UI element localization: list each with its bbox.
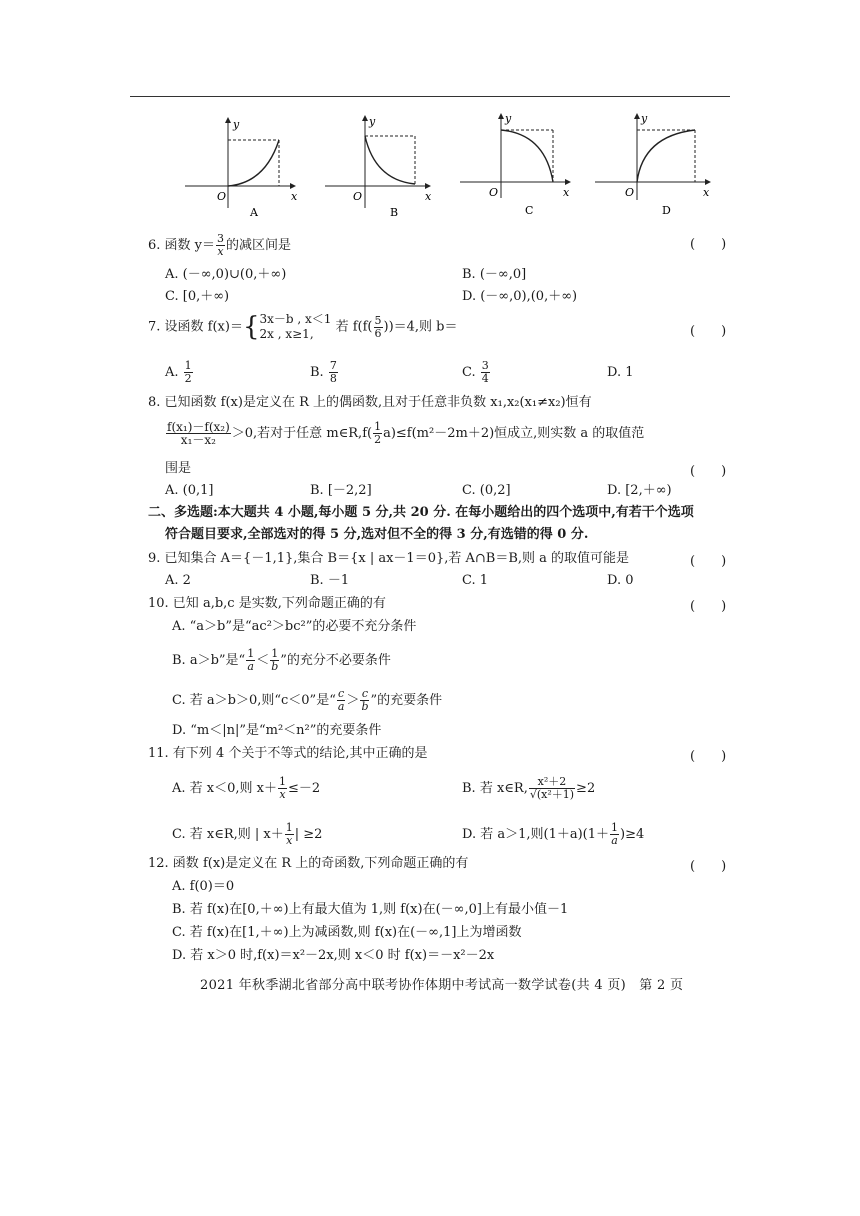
- q9-option-a: A. 2: [165, 573, 191, 588]
- graph-b: [325, 115, 432, 218]
- q10-option-a: A. “a＞b”是“ac²＞bc²”的必要不充分条件: [172, 619, 417, 634]
- q12-answer-paren: ( ): [690, 859, 727, 874]
- q7-option-a: A. $\frac{1}{2}$: [165, 359, 192, 385]
- graph-d-x-label: x: [703, 186, 710, 199]
- graph-a: [185, 118, 298, 218]
- q7-answer-paren: ( ): [690, 324, 727, 339]
- q12-option-b: B. 若 f(x)在[0,＋∞)上有最大值为 1,则 f(x)在(－∞,0]上有最小值－1: [172, 902, 569, 917]
- q6-fraction: $\frac{3}{x}$: [217, 232, 225, 258]
- q9-answer-paren: ( ): [690, 554, 727, 569]
- q8-option-a: A. (0,1]: [165, 483, 214, 498]
- q6-option-a: A. (－∞,0)∪(0,＋∞): [165, 267, 287, 282]
- q6-stem-post: 的减区间是: [226, 238, 292, 253]
- graph-a-label: A: [250, 206, 258, 218]
- header-rule: [130, 96, 730, 97]
- q7-option-d: D. 1: [607, 365, 634, 380]
- graph-b-x-label: x: [425, 190, 432, 203]
- q11-answer-paren: ( ): [690, 749, 727, 764]
- graph-d-y-label: y: [641, 112, 648, 125]
- q6-stem-pre: 6. 函数 y＝: [148, 238, 216, 253]
- q6-option-d: D. (－∞,0),(0,＋∞): [462, 289, 578, 304]
- graph-a-origin: O: [217, 190, 227, 203]
- q11-option-a: A. 若 x＜0,则 x＋ $\frac{1}{x}$ ≤－2: [172, 775, 321, 801]
- q11-option-c: C. 若 x∈R,则 | x＋ $\frac{1}{x}$ | ≥2: [172, 821, 323, 847]
- section-2-line1: 二、多选题:本大题共 4 小题,每小题 5 分,共 20 分. 在每小题给出的四个选项中,有若干个选项: [148, 505, 694, 520]
- q7-stem: 7. 设函数 f(x)＝{ 3x－b , x＜1 2x , x≥1, 若 f(f( $\frac{5}{6}$ ))＝4,则 b＝: [148, 312, 458, 342]
- q9-option-b: B. －1: [310, 573, 350, 588]
- q8-line3: 围是: [165, 461, 192, 476]
- q6-stem: [148, 233, 291, 258]
- q6-option-b: B. (－∞,0]: [462, 267, 527, 282]
- q8-option-d: D. [2,＋∞): [607, 483, 672, 498]
- q10-answer-paren: ( ): [690, 599, 727, 614]
- q12-option-d: D. 若 x＞0 时,f(x)＝x²－2x,则 x＜0 时 f(x)＝－x²－2x: [172, 948, 495, 963]
- graph-b-y-label: y: [369, 115, 376, 128]
- q10-option-b: B. a＞b”是“ $\frac{1}{a}$ ＜ $\frac{1}{b}$ ”的充分不必要条件: [172, 647, 391, 673]
- q6-answer-paren: ( ): [690, 237, 727, 252]
- graph-d: [595, 112, 710, 217]
- q7-option-c: C. $\frac{3}{4}$: [462, 359, 489, 385]
- q10-stem: 10. 已知 a,b,c 是实数,下列命题正确的有: [148, 596, 386, 611]
- q12-option-a: A. f(0)＝0: [172, 879, 235, 894]
- graph-d-origin: O: [625, 186, 635, 199]
- q12-stem: 12. 函数 f(x)是定义在 R 上的奇函数,下列命题正确的有: [148, 856, 469, 871]
- graph-d-label: D: [662, 204, 671, 217]
- q11-option-b: B. 若 x∈R, $\frac{\text{x²＋2}}{\text{√(x²＋1)}}$ ≥2: [462, 775, 596, 801]
- q11-stem: 11. 有下列 4 个关于不等式的结论,其中正确的是: [148, 746, 428, 761]
- graph-c-origin: O: [489, 186, 499, 199]
- q8-option-c: C. (0,2]: [462, 483, 511, 498]
- q9-option-c: C. 1: [462, 573, 489, 588]
- q11-option-d: D. 若 a＞1,则(1＋a)(1＋ $\frac{1}{a}$ )≥4: [462, 821, 645, 847]
- graph-c-x-label: x: [563, 186, 570, 199]
- graph-b-origin: O: [353, 190, 363, 203]
- option-graphs: [175, 108, 735, 218]
- q8-answer-paren: ( ): [690, 464, 727, 479]
- graph-a-x-label: x: [291, 190, 298, 203]
- q9-option-d: D. 0: [607, 573, 634, 588]
- q10-option-c: C. 若 a＞b＞0,则“c＜0”是“ $\frac{c}{a}$ ＞ $\frac{c}{b}$ ”的充要条件: [172, 687, 443, 713]
- graph-c-y-label: y: [505, 112, 512, 125]
- graph-b-label: B: [390, 206, 399, 218]
- q8-line2: $\frac{\text{f(x₁)－f(x₂)}}{\text{x₁－x₂}}$ ＞0,若对于任意 m∈R,f( $\frac{1}{2}$ a)≤f(m²－2m＋2)恒成立,则实数 a 的取值范: [167, 420, 645, 447]
- section-2-line2: 符合题目要求,全部选对的得 5 分,选对但不全的得 3 分,有选错的得 0 分.: [165, 527, 589, 542]
- graph-c: [460, 112, 570, 217]
- page-footer: 2021 年秋季湖北省部分高中联考协作体期中考试高一数学试卷(共 4 页) 第 2 页: [200, 978, 684, 993]
- graph-c-label: C: [525, 204, 534, 217]
- q7-option-b: B. $\frac{7}{8}$: [310, 359, 337, 385]
- q8-option-b: B. [－2,2]: [310, 483, 372, 498]
- q10-option-d: D. “m＜|n|”是“m²＜n²”的充要条件: [172, 723, 382, 738]
- q8-line1: 8. 已知函数 f(x)是定义在 R 上的偶函数,且对于任意非负数 x₁,x₂(x₁≠x₂)恒有: [148, 395, 592, 410]
- q12-option-c: C. 若 f(x)在[1,＋∞)上为减函数,则 f(x)在(－∞,1]上为增函数: [172, 925, 522, 940]
- graph-a-y-label: y: [233, 118, 240, 131]
- q6-option-c: C. [0,＋∞): [165, 289, 230, 304]
- q9-stem: 9. 已知集合 A＝{－1,1},集合 B＝{x | ax－1＝0},若 A∩B＝B,则 a 的取值可能是: [148, 551, 630, 566]
- q7-piecewise: 3x－b , x＜1 2x , x≥1,: [259, 312, 332, 341]
